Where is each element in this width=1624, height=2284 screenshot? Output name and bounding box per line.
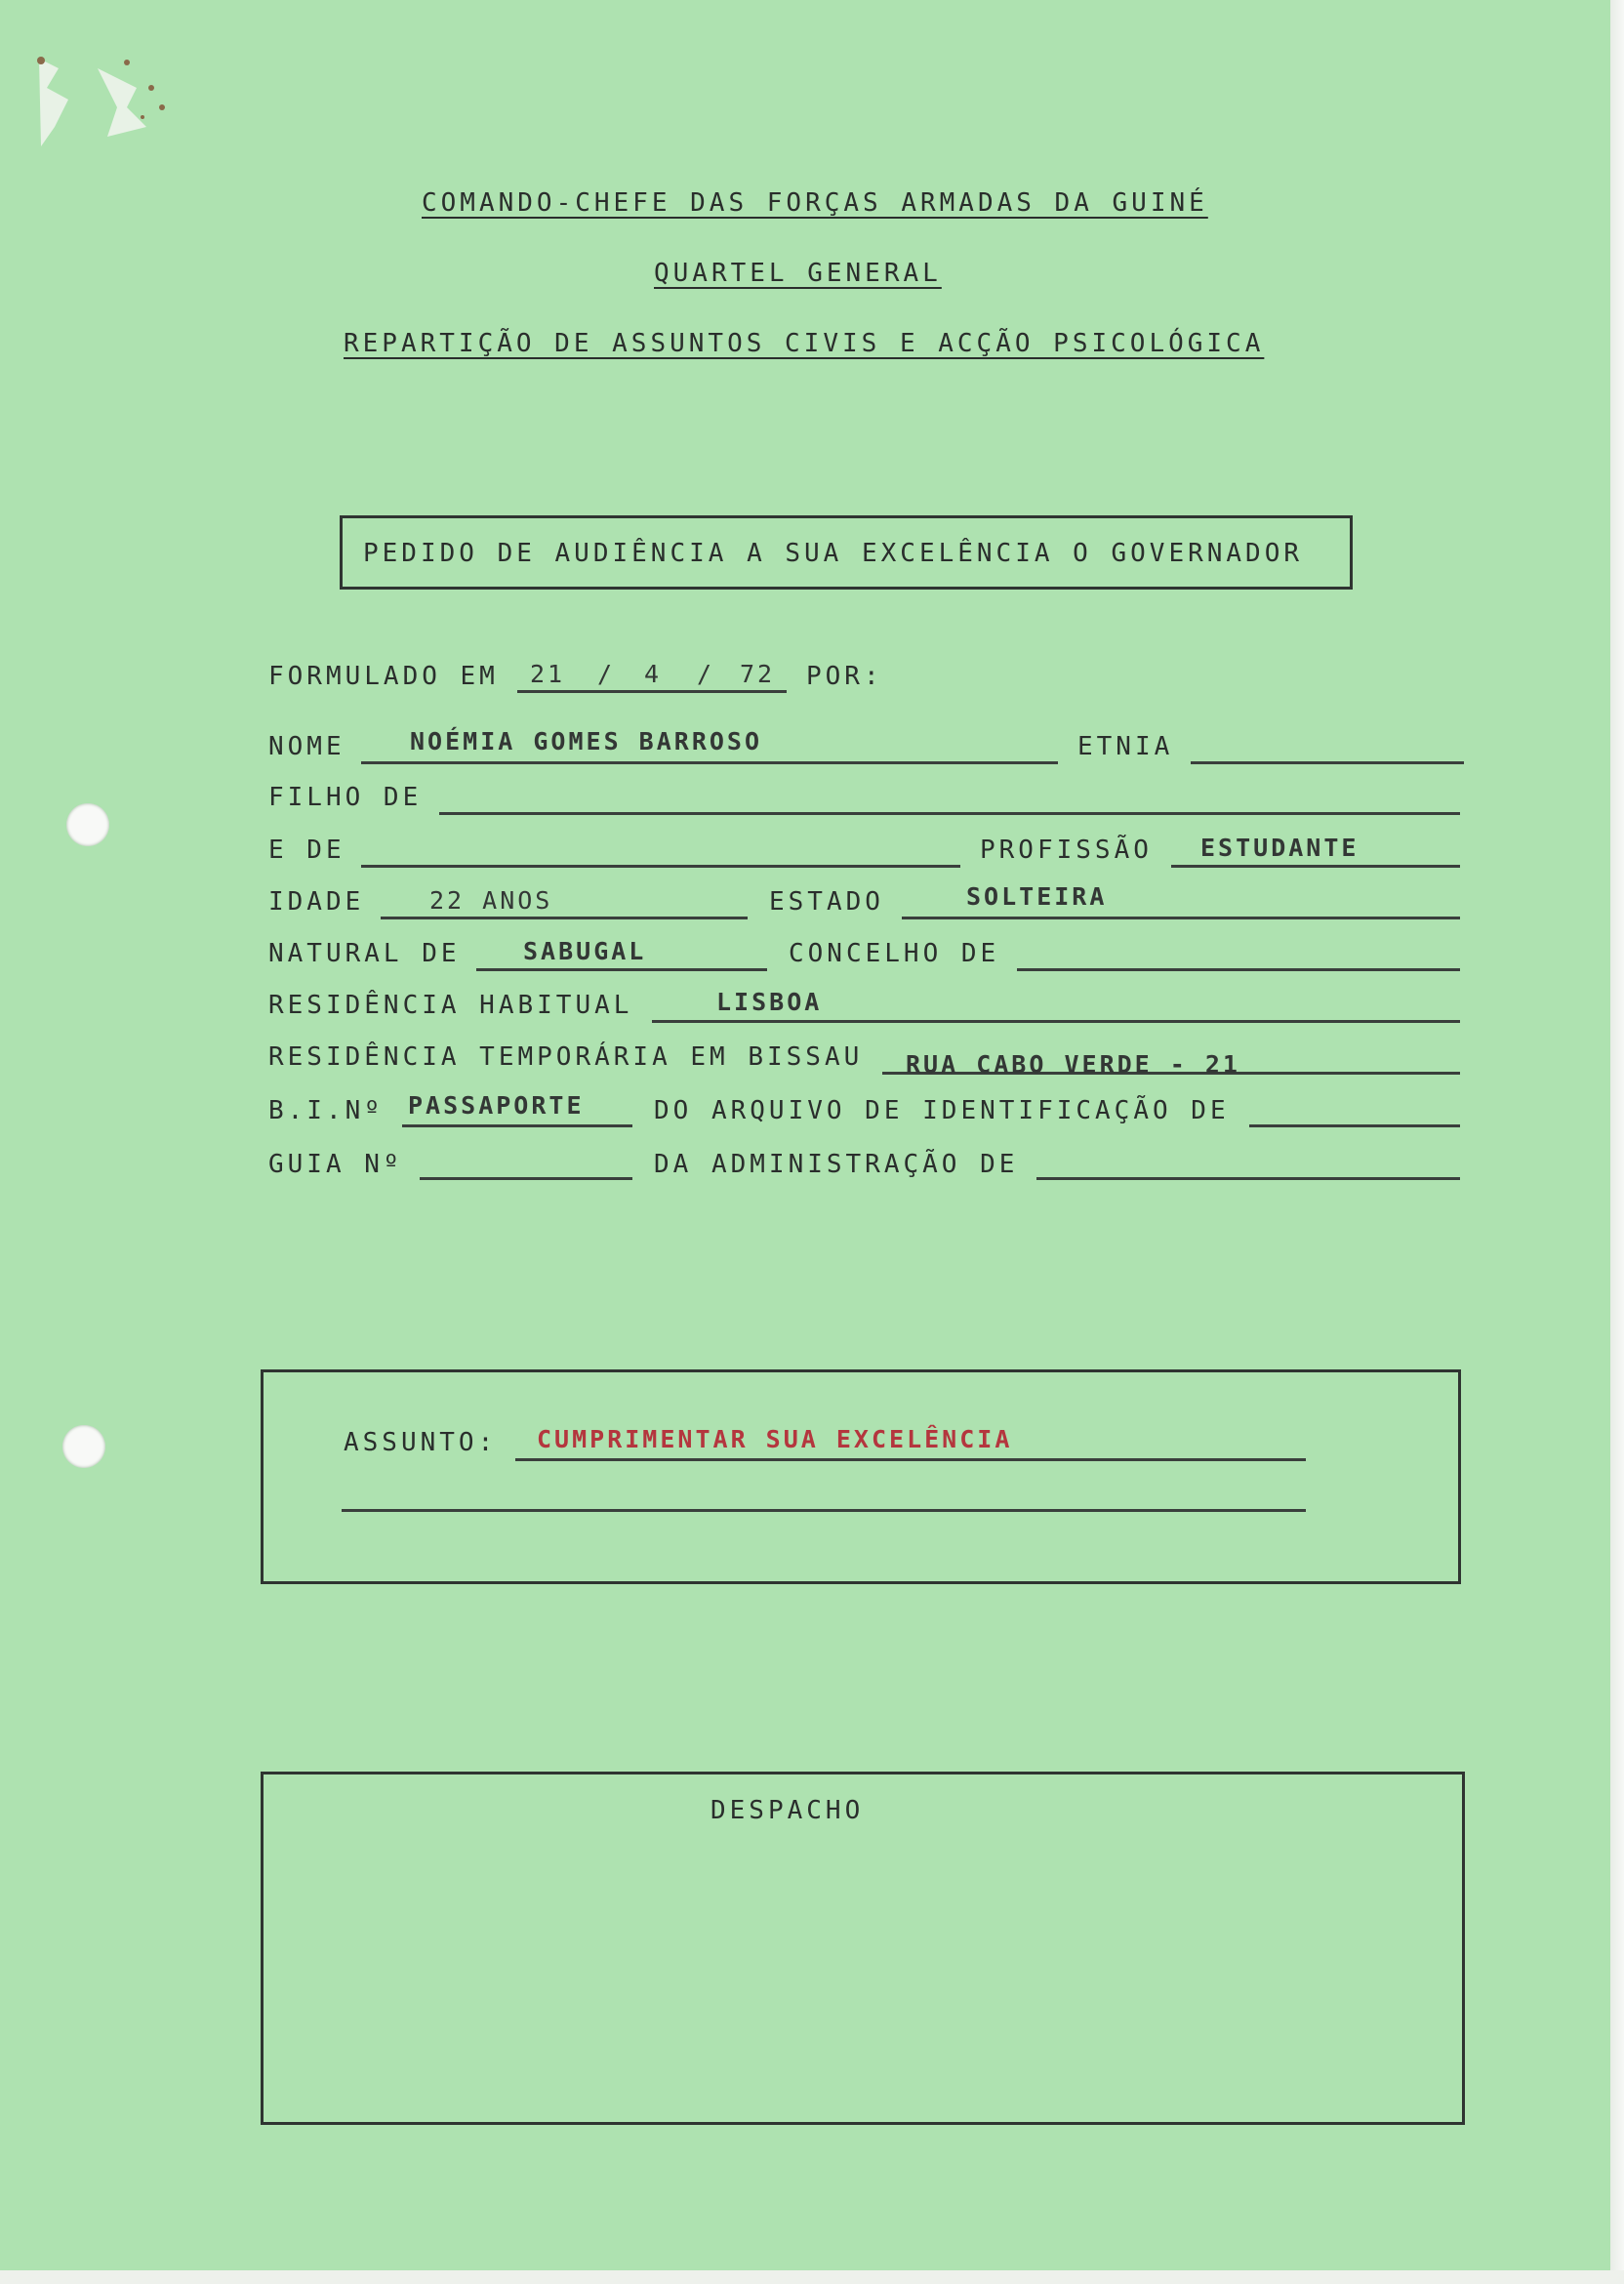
punch-hole-top [66, 803, 109, 846]
form-title: PEDIDO DE AUDIÊNCIA A SUA EXCELÊNCIA O GOVERNADOR [363, 539, 1304, 568]
assunto-value: CUMPRIMENTAR SUA EXCELÊNCIA [537, 1425, 1013, 1453]
bi-line [402, 1124, 632, 1127]
res-hab-label: RESIDÊNCIA HABITUAL [268, 991, 633, 1020]
header-quartel: QUARTEL GENERAL [654, 259, 942, 288]
idade-value: 22 ANOS [429, 886, 553, 915]
guia-line [420, 1177, 632, 1180]
nome-value: NOÉMIA GOMES BARROSO [410, 727, 763, 755]
natural-label: NATURAL DE [268, 939, 461, 968]
ede-label: E DE [268, 836, 345, 865]
assunto-line-1 [515, 1458, 1306, 1461]
res-hab-line [652, 1020, 1460, 1023]
concelho-line [1017, 968, 1460, 971]
natural-value: SABUGAL [523, 937, 647, 965]
formulado-label: FORMULADO EM [268, 662, 499, 691]
page-edge [1610, 0, 1624, 2284]
profissao-line [1171, 865, 1460, 868]
formulado-date-line [517, 690, 787, 693]
page-bottom-edge [0, 2270, 1624, 2284]
assunto-label: ASSUNTO: [344, 1428, 498, 1457]
res-temp-value: RUA CABO VERDE - 21 [906, 1050, 1240, 1079]
formulado-por: POR: [806, 662, 883, 691]
filho-label: FILHO DE [268, 783, 423, 812]
idade-line [381, 917, 748, 919]
nome-line [361, 761, 1058, 764]
etnia-label: ETNIA [1077, 732, 1174, 761]
res-temp-label: RESIDÊNCIA TEMPORÁRIA EM BISSAU [268, 1042, 864, 1072]
despacho-label: DESPACHO [710, 1796, 865, 1825]
etnia-line [1191, 761, 1464, 764]
admin-label: DA ADMINISTRAÇÃO DE [654, 1150, 1019, 1179]
ede-line [361, 865, 960, 868]
guia-label: GUIA Nº [268, 1150, 403, 1179]
idade-label: IDADE [268, 887, 365, 917]
filho-line [439, 812, 1460, 815]
estado-line [902, 917, 1460, 919]
natural-line [476, 968, 767, 971]
res-hab-value: LISBOA [716, 988, 823, 1016]
bi-value: PASSAPORTE [408, 1091, 585, 1120]
formulado-sep1: / [597, 660, 616, 688]
estado-label: ESTADO [769, 887, 884, 917]
bi-label: B.I.Nº [268, 1096, 384, 1125]
formulado-month: 4 [644, 660, 663, 688]
assunto-line-2 [342, 1509, 1306, 1512]
formulado-sep2: / [697, 660, 715, 688]
formulado-year: 72 [740, 660, 776, 688]
torn-corner-mark [29, 49, 176, 156]
profissao-label: PROFISSÃO [980, 836, 1153, 865]
nome-label: NOME [268, 732, 345, 761]
assunto-box [261, 1369, 1461, 1584]
header-reparticao: REPARTIÇÃO DE ASSUNTOS CIVIS E ACÇÃO PSICOLÓGICA [344, 329, 1265, 358]
admin-line [1036, 1177, 1460, 1180]
estado-value: SOLTEIRA [966, 882, 1108, 911]
arquivo-label: DO ARQUIVO DE IDENTIFICAÇÃO DE [654, 1096, 1230, 1125]
profissao-value: ESTUDANTE [1200, 834, 1360, 862]
arquivo-line [1249, 1124, 1460, 1127]
punch-hole-bottom [62, 1425, 105, 1468]
concelho-label: CONCELHO DE [789, 939, 1000, 968]
formulado-day: 21 [530, 660, 566, 688]
header-command: COMANDO-CHEFE DAS FORÇAS ARMADAS DA GUINÉ [422, 188, 1208, 218]
